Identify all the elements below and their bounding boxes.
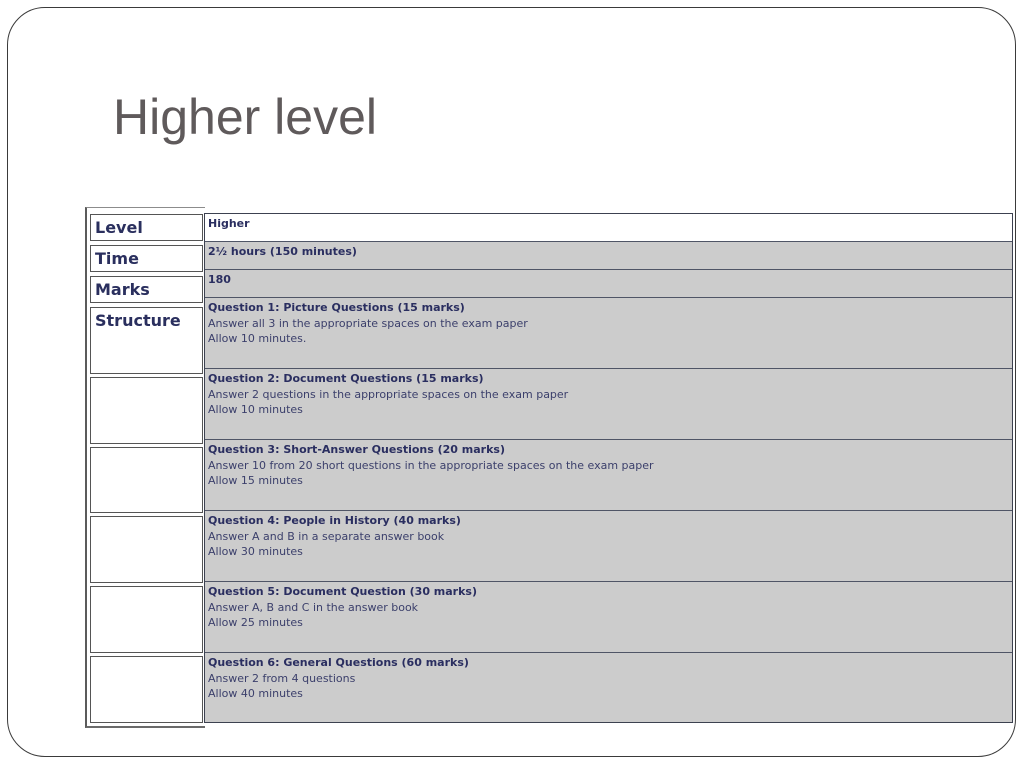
marks-value: 180: [208, 273, 231, 286]
question-heading: Question 6: General Questions (60 marks): [208, 656, 469, 669]
question-instruction: Answer all 3 in the appropriate spaces on the exam paper: [208, 316, 528, 330]
question-time-allowance: Allow 30 minutes: [208, 545, 303, 559]
question-row: [205, 582, 1012, 653]
question-time-allowance: Allow 25 minutes: [208, 616, 303, 630]
question-row: [205, 653, 1012, 722]
question-row: [205, 511, 1012, 582]
question-time-allowance: Allow 15 minutes: [208, 474, 303, 488]
label-empty-box: [90, 586, 203, 653]
question-heading: Question 5: Document Question (30 marks): [208, 585, 478, 598]
question-instruction: Answer A, B and C in the answer book: [208, 600, 419, 614]
label-empty-box: [90, 656, 203, 723]
question-time-allowance: Allow 40 minutes: [208, 687, 303, 701]
slide-title: Higher level: [113, 89, 378, 145]
question-row: [205, 440, 1012, 511]
label-empty-box: [90, 377, 203, 444]
label-time: Time: [90, 245, 203, 272]
level-value: Higher: [208, 217, 250, 230]
question-instruction: Answer A and B in a separate answer book: [208, 529, 445, 543]
time-row: [205, 242, 1012, 270]
question-time-allowance: Allow 10 minutes: [208, 403, 303, 417]
label-structure: Structure: [90, 307, 203, 374]
question-heading: Question 2: Document Questions (15 marks): [208, 372, 484, 385]
question-heading: Question 4: People in History (40 marks): [208, 514, 461, 527]
question-row: [205, 298, 1012, 369]
label-empty-box: [90, 447, 203, 513]
question-instruction: Answer 2 from 4 questions: [208, 671, 356, 685]
marks-row: [205, 270, 1012, 298]
time-value: 2½ hours (150 minutes): [208, 245, 357, 258]
level-row: [205, 214, 1012, 242]
question-row: [205, 369, 1012, 440]
label-level: Level: [90, 214, 203, 241]
exam-details-table: [204, 213, 1013, 723]
question-instruction: Answer 10 from 20 short questions in the appropriate spaces on the exam paper: [208, 458, 654, 472]
label-marks: Marks: [90, 276, 203, 303]
question-instruction: Answer 2 questions in the appropriate spaces on the exam paper: [208, 387, 569, 401]
question-heading: Question 3: Short-Answer Questions (20 marks): [208, 443, 505, 456]
label-empty-box: [90, 516, 203, 583]
question-heading: Question 1: Picture Questions (15 marks): [208, 301, 465, 314]
question-time-allowance: Allow 10 minutes.: [208, 332, 307, 346]
